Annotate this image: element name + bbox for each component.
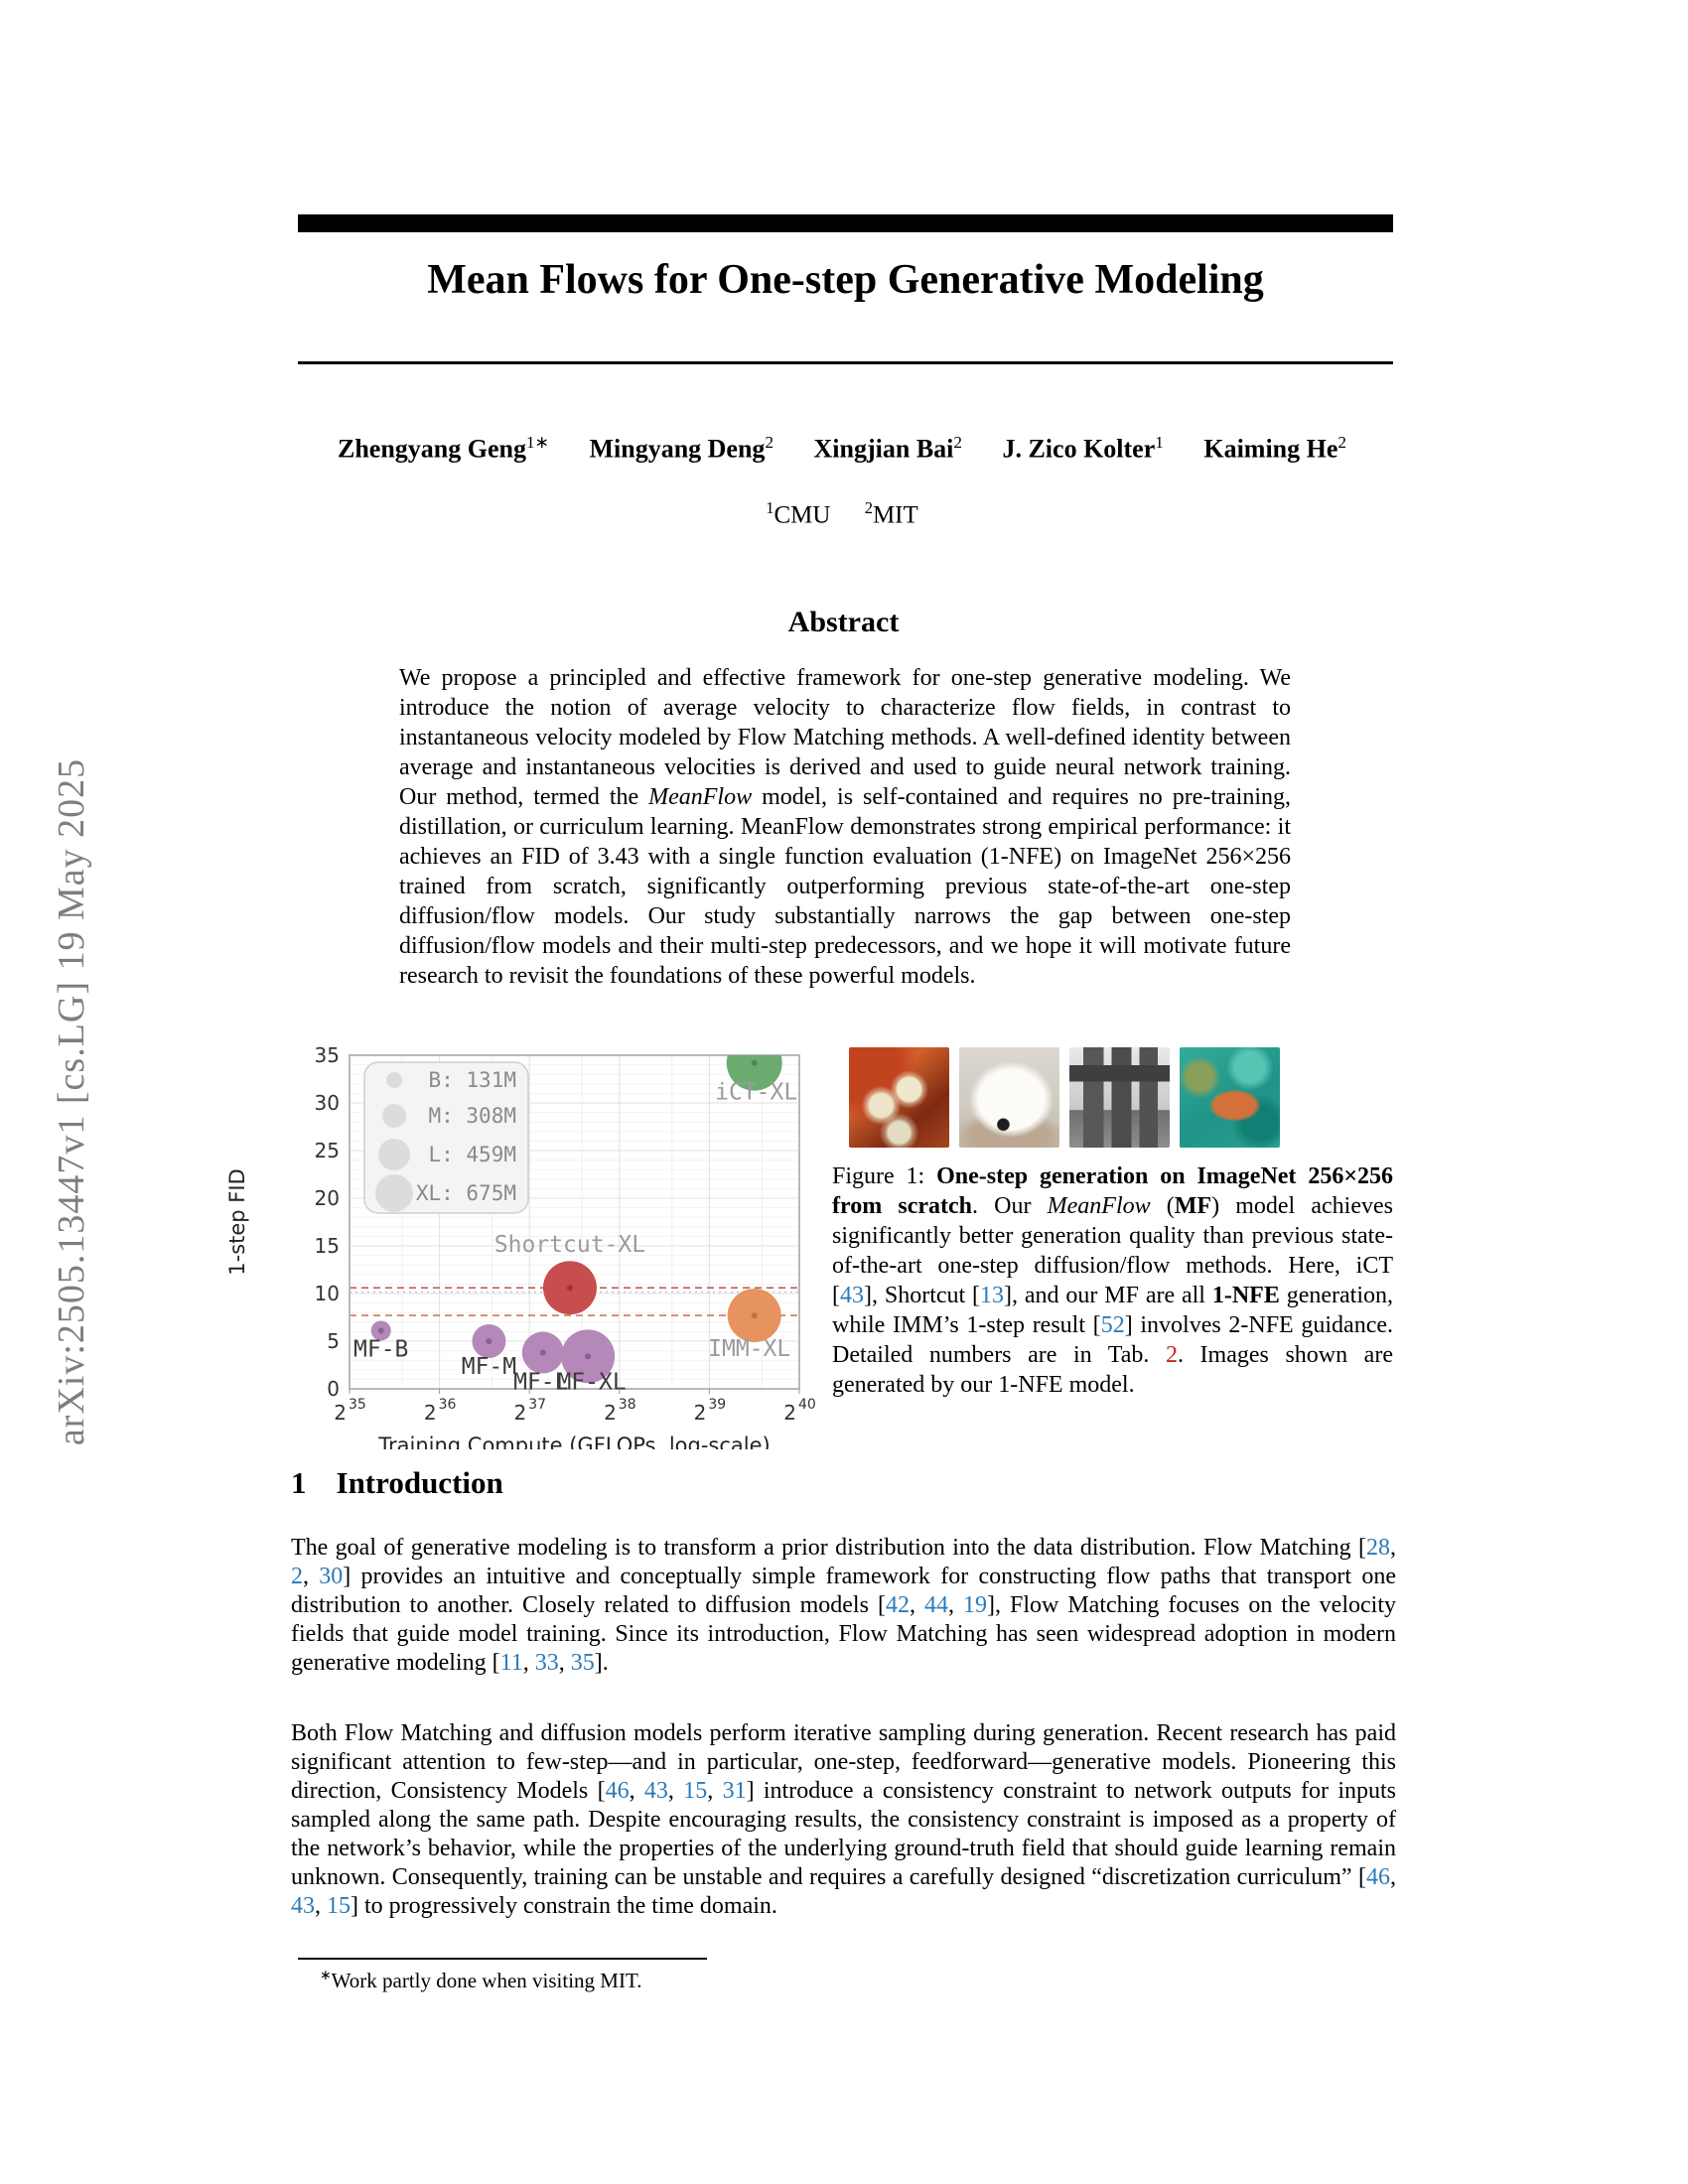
- text-segment: MeanFlow: [648, 784, 753, 810]
- generated-image-arctic-fox: [959, 1047, 1059, 1148]
- citation-link[interactable]: 15: [327, 1893, 351, 1919]
- svg-text:XL: 675M: XL: 675M: [415, 1181, 516, 1205]
- intro-paragraph-1: [291, 1534, 1396, 1678]
- text-segment: 1-NFE: [1211, 1283, 1280, 1308]
- paper-title: Mean Flows for One-step Generative Modeling: [427, 257, 1264, 303]
- citation-link[interactable]: 30: [319, 1564, 344, 1589]
- affiliations: [147, 498, 1537, 529]
- generated-image-stonehenge: [1069, 1047, 1170, 1148]
- text-segment: ,: [303, 1564, 320, 1589]
- generated-image-lionfish: [1180, 1047, 1280, 1148]
- citation-link[interactable]: 33: [534, 1650, 559, 1676]
- citation-link[interactable]: 31: [722, 1778, 747, 1804]
- svg-text:MF-XL: MF-XL: [557, 1369, 627, 1396]
- text-segment: ) model achieves significantly better generation quality than previous state-of-the-art one-step diffusion/flow methods. Here, iCT [: [832, 1193, 1393, 1308]
- citation-link[interactable]: 2: [291, 1564, 303, 1589]
- citation-link[interactable]: 43: [840, 1283, 864, 1308]
- title-bottom-rule: [298, 361, 1393, 364]
- generated-image-sea-anemone: [849, 1047, 949, 1148]
- svg-text:37: 37: [528, 1397, 547, 1413]
- text-segment: ] to progressively constrain the time domain.: [351, 1893, 777, 1919]
- text-segment: MeanFlow: [1047, 1193, 1151, 1219]
- text-segment: generation, while IMM’s 1-step result [: [832, 1283, 1393, 1338]
- section-number: 1: [291, 1465, 307, 1500]
- text-segment: One-step generation on ImageNet 256×256 from scratch: [832, 1163, 1393, 1219]
- svg-text:36: 36: [438, 1397, 457, 1413]
- figure1-bubble-chart: [218, 1032, 834, 1449]
- intro-paragraph-2: [291, 1719, 1396, 1921]
- svg-text:IMM-XL: IMM-XL: [708, 1336, 791, 1363]
- text-segment: We propose a principled and effective framework for one-step generative modeling. We introduce the notion of average velocity to characterize flow fields, in contrast to instantaneous velocity modeled by Flow Matching methods. A well-defined identity between average and instantaneous velocities is derived and used to guide neural network training. Our method, termed the: [399, 665, 1291, 810]
- svg-text:Shortcut-XL: Shortcut-XL: [493, 1232, 646, 1259]
- svg-text:25: 25: [314, 1139, 340, 1162]
- text-segment: Figure 1:: [832, 1163, 937, 1189]
- svg-text:39: 39: [708, 1397, 727, 1413]
- text-segment: (: [1150, 1193, 1175, 1219]
- author-affil-mark: 2: [1337, 433, 1346, 452]
- text-segment: ,: [909, 1592, 924, 1618]
- text-segment: ], Flow Matching focuses on the velocity fields that guide model training. Since its introduction, Flow Matching has seen widespread adoption in modern generative modeling [: [291, 1592, 1396, 1676]
- footnote-text: Work partly done when visiting MIT.: [331, 1969, 642, 1992]
- svg-text:15: 15: [314, 1234, 340, 1258]
- author-list: [147, 433, 1537, 465]
- figure1-caption: [832, 1161, 1393, 1400]
- svg-text:30: 30: [314, 1091, 340, 1115]
- abstract-heading: Abstract: [787, 606, 900, 638]
- text-segment: Both Flow Matching and diffusion models perform iterative sampling during generation. Recent research has paid significant attention to few-step—and in particular, one-step, feedforward—generative models. Pioneering this direction, Consistency Models [: [291, 1720, 1396, 1804]
- svg-text:10: 10: [314, 1282, 340, 1305]
- text-segment: model, is self-contained and requires no pre-training, distillation, or curriculum learning. MeanFlow demonstrates strong empirical performance: it achieves an FID of 3.43 with a single function evaluation (1-NFE) on ImageNet 256×256 trained from scratch, significantly outperforming previous state-of-the-art one-step diffusion/flow models. Our study substantially narrows the gap between one-step diffusion/flow models and their multi-step predecessors, and we hope it will motivate future research to revisit the foundations of these powerful models.: [399, 784, 1292, 989]
- author: Mingyang Deng$^2$: [589, 433, 774, 464]
- author-affil-mark: 2: [765, 433, 774, 452]
- footnote-marker: ∗: [320, 1968, 332, 1982]
- generated-image-seashell: [1290, 1047, 1390, 1148]
- svg-text:40: 40: [798, 1397, 816, 1413]
- svg-text:35: 35: [349, 1397, 366, 1413]
- text-segment: ] involves 2-NFE guidance. Detailed numbers are in Tab.: [832, 1312, 1394, 1368]
- text-segment: ] introduce a consistency constraint to network outputs for inputs sampled along the same path. Despite encouraging results, the consistency constraint is imposed as a property of the network’s behavior, while the properties of the underlying ground-truth field that should guide learning remain unknown. Consequently, training can be unstable and requires a carefully designed “discretization curriculum” [: [291, 1778, 1397, 1890]
- svg-text:20: 20: [314, 1186, 340, 1210]
- svg-text:Training Compute (GFLOPs, log-: Training Compute (GFLOPs, log-scale): [378, 1433, 771, 1449]
- svg-text:M: 308M: M: 308M: [428, 1104, 516, 1128]
- svg-text:2: 2: [604, 1401, 617, 1425]
- svg-text:2: 2: [783, 1401, 796, 1425]
- text-segment: ,: [1390, 1864, 1396, 1890]
- citation-link[interactable]: 46: [605, 1778, 630, 1804]
- author: Kaiming He$^2$: [1203, 433, 1346, 464]
- text-segment: ,: [315, 1893, 327, 1919]
- svg-text:2: 2: [693, 1401, 707, 1425]
- citation-link[interactable]: 44: [923, 1592, 948, 1618]
- author-affil-mark: 1∗: [526, 433, 549, 452]
- table-ref-link[interactable]: 2: [1165, 1342, 1178, 1368]
- text-segment: ,: [629, 1778, 644, 1804]
- author-affil-mark: 2: [953, 433, 962, 452]
- author: Xingjian Bai$^2$: [813, 433, 962, 464]
- citation-link[interactable]: 43: [291, 1893, 315, 1919]
- svg-text:B: 131M: B: 131M: [428, 1068, 516, 1092]
- citation-link[interactable]: 19: [962, 1592, 987, 1618]
- footnote: [298, 1968, 1390, 1993]
- svg-text:1-step FID: 1-step FID: [225, 1168, 249, 1276]
- svg-text:38: 38: [618, 1397, 636, 1413]
- text-segment: ] provides an intuitive and conceptually simple framework for constructing flow paths that transport one distribution to another. Closely related to diffusion models [: [291, 1564, 1397, 1618]
- svg-text:MF-M: MF-M: [461, 1354, 517, 1380]
- figure1-image-strip: [849, 1047, 1390, 1148]
- svg-text:2: 2: [513, 1401, 527, 1425]
- text-segment: ,: [1390, 1535, 1396, 1561]
- citation-link[interactable]: 43: [643, 1778, 668, 1804]
- text-segment: MF: [1174, 1193, 1212, 1219]
- svg-text:2: 2: [334, 1401, 347, 1425]
- abstract-text: [399, 663, 1291, 991]
- citation-link[interactable]: 35: [570, 1650, 595, 1676]
- citation-link[interactable]: 42: [885, 1592, 910, 1618]
- footnote-rule: [298, 1958, 707, 1960]
- text-segment: ], and our MF are all: [1004, 1283, 1212, 1308]
- text-segment: ,: [667, 1778, 684, 1804]
- text-segment: ,: [522, 1650, 535, 1676]
- citation-link[interactable]: 46: [1366, 1864, 1390, 1890]
- svg-text:iCT-XL: iCT-XL: [715, 1079, 798, 1106]
- svg-text:5: 5: [327, 1329, 340, 1353]
- svg-text:0: 0: [327, 1377, 340, 1401]
- text-segment: . Our: [972, 1193, 1048, 1219]
- chart-canvas: [218, 1032, 834, 1449]
- citation-link[interactable]: 11: [499, 1650, 523, 1676]
- section-title: Introduction: [336, 1465, 503, 1500]
- title-top-rule: [298, 214, 1393, 232]
- citation-link[interactable]: 28: [1366, 1535, 1390, 1561]
- svg-text:35: 35: [314, 1043, 340, 1067]
- arxiv-watermark: arXiv:2505.13447v1 [cs.LG] 19 May 2025: [51, 757, 92, 1446]
- text-segment: ,: [707, 1778, 723, 1804]
- author: J. Zico Kolter$^1$: [1002, 433, 1164, 464]
- text-segment: . Images shown are generated by our 1-NFE model.: [832, 1342, 1393, 1398]
- svg-text:2: 2: [423, 1401, 437, 1425]
- svg-text:L: 459M: L: 459M: [428, 1143, 516, 1166]
- text-segment: ].: [594, 1650, 609, 1676]
- text-segment: The goal of generative modeling is to transform a prior distribution into the data distribution. Flow Matching [: [291, 1535, 1366, 1561]
- author-affil-mark: 1: [1155, 433, 1164, 452]
- affiliation: $^2$MIT: [864, 498, 918, 529]
- text-segment: ,: [947, 1592, 963, 1618]
- citation-link[interactable]: 52: [1100, 1312, 1125, 1338]
- text-segment: ], Shortcut [: [864, 1283, 981, 1308]
- citation-link[interactable]: 15: [683, 1778, 708, 1804]
- section-heading-introduction: [291, 1465, 1396, 1501]
- citation-link[interactable]: 13: [980, 1283, 1005, 1308]
- text-segment: ,: [558, 1650, 571, 1676]
- svg-text:MF-L: MF-L: [513, 1369, 569, 1396]
- svg-text:MF-B: MF-B: [353, 1336, 409, 1363]
- affiliation: $^1$CMU: [766, 498, 831, 529]
- author: Zhengyang Geng$^{1∗}$: [338, 433, 549, 464]
